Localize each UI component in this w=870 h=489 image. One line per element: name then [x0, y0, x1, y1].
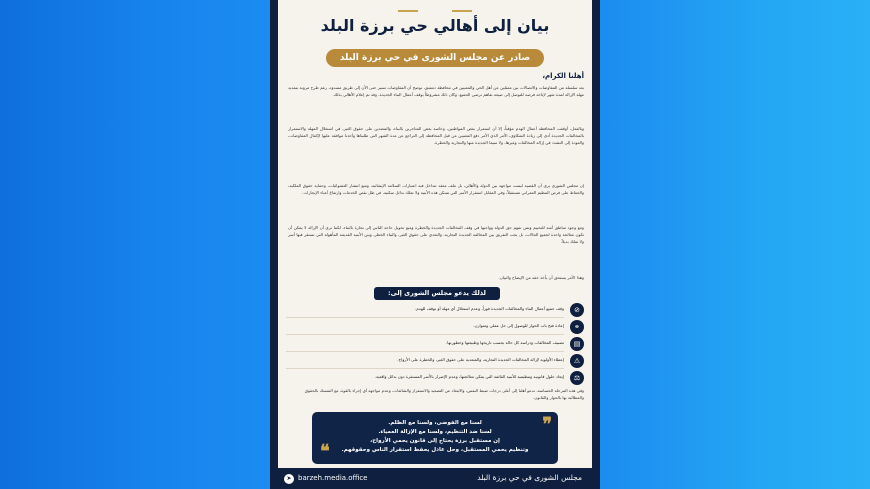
- background-right: [600, 0, 870, 489]
- point-item: [286, 337, 584, 352]
- quote-line: وتنظيم يحمي المستقبل، وحل عادل يحفظ استقرار الناس وحقوقهم.: [341, 447, 529, 453]
- paragraph-1: بعد سلسلة من المفاوضات والاتصالات بين ممثلين عن أهل الحي والمعنيين في محافظة دمشق، نوضح أن المفاوضات تسير حتى الآن إلى طريق مسدود، رغم طرح مرونة بتمديد مهلة الإزالة لمدة شهر لإتاحة فرصة للتوصل إلى صيغة تفاهم ترضي الجميع، وكان ذلك مشروطاً بوقف أعمال البناء الجديدة، وقد تم إعلام الأهالي بذلك.: [288, 85, 584, 98]
- statement-page: [278, 0, 592, 468]
- divider: [286, 351, 564, 352]
- quote-line: إن مستقبل برزة يحتاج إلى قانون يحمي الأرواح،: [370, 438, 500, 444]
- background-left: [0, 0, 270, 489]
- divider: [286, 368, 564, 369]
- call-banner: لذلك يدعو مجلس الشورى إلى:: [374, 287, 500, 300]
- statement-subtitle: صادر عن مجلس الشورى في حي برزة البلد: [326, 49, 544, 67]
- point-text: إعادة فتح باب الحوار للوصول إلى حل عملي ومتوازن.: [473, 323, 564, 328]
- point-text: إيجاد حلول قانونية وتنظيمية للأبنية القائمة التي يمكن معالجتها، وعدم الإضرار بالأسر المستقرة دون بدائل واقعية.: [374, 374, 564, 379]
- quote-line: لسنا مع الفوضى، ولسنا مع الظلم.: [388, 420, 482, 426]
- scales-icon: ⚖: [570, 371, 584, 385]
- paragraph-5: وهذا الأمر يستحق أن يأخذ حقه من الإيضاح والبيان.: [498, 275, 584, 280]
- point-item: [286, 371, 584, 386]
- point-item: [286, 354, 584, 369]
- handshake-icon: ⚭: [570, 320, 584, 334]
- point-item: [286, 320, 584, 335]
- council-name: مجلس الشورى في حي برزة البلد: [477, 473, 582, 482]
- point-text: وقف جميع أعمال البناء والمخالفات الجديدة فوراً، وعدم استغلال أي مهلة أو توقف للهدم.: [414, 306, 564, 311]
- clipboard-icon: ▤: [570, 337, 584, 351]
- point-item: [286, 303, 584, 318]
- footer-bar: [278, 470, 592, 489]
- paragraph-3: إن مجلس الشورى يرى أن القضية ليست مواجهة بين الدولة والأهالي، بل ملف معقد تتداخل فيه اعتبارات السلامة الإنشائية، ومنع انتشار العشوائيات، وحماية حقوق الملكية، والحفاظ على فرص التنظيم العمراني مستقبلاً، وفي المقابل استقرار الأسر التي تسكن هذه الأبنية ولا تملك بدائل سكنية، في ظل نقص الخدمات وارتفاع أعباء الإيجارات.: [288, 183, 584, 196]
- statement-title: بيان إلى أهالي حي برزة البلد: [320, 16, 550, 35]
- telegram-icon[interactable]: ➤: [284, 474, 294, 484]
- quote-box: [312, 412, 558, 464]
- header-ornament-right: [452, 10, 472, 12]
- warning-icon: ⚠: [570, 354, 584, 368]
- quote-open-icon: ❞: [542, 414, 552, 435]
- point-text: إعطاء الأولوية لإزالة المخالفات الجديدة التجارية، والمتعدية على حقوق الغير، والخطرة على الأرواح.: [397, 357, 564, 362]
- header-ornament-left: [398, 10, 418, 12]
- quote-line: لسنا ضد التنظيم، ولسنا مع الإزالة العمياء.: [378, 429, 492, 435]
- paragraph-4: ومع وجود مناطق أمنة للتخييم وتمن تفهم حق الدولة وواجبها في وقف المخالفات الجديدة والخطرة ومنع تحويل حاجة الناس إلى تجارة بالبناء، لكننا نرى أن الإزالة لا يمكن أن تكون معالجة واحدة لجميع الحالات، بل يجب التفريق بين المخالفة الجديدة التجارية، والتعدي على حقوق الغير، والبناء الخطر، وبين الأبنية القديمة المأهولة التي تستقر فيها أسر ولا تملك بديلاً.: [288, 225, 584, 245]
- divider: [286, 317, 564, 318]
- quote-close-icon: ❝: [320, 441, 330, 462]
- channel-handle[interactable]: barzeh.media.office: [298, 474, 368, 482]
- closing-paragraph: وفي هذه المرحلة الحساسة، ندعو أهلنا إلى أعلى درجات ضبط النفس، والابتعاد عن التصعيد والاستفزاز والشائعات، وعدم مواجهة أي إجراء بالقوة، مع التمسك بالحقوق والمطالبة بها بالحوار والقانون.: [304, 388, 584, 400]
- greeting: أهلنا الكرام،: [542, 72, 584, 80]
- divider: [286, 334, 564, 335]
- paragraph-2: وبالفعل، أوقفت المحافظة أعمال الهدم مؤقتاً، إلا أن استمرار بعض المواطنين، وخاصة بعض المتاجرين بالبناء، والمعتدين على حقوق الغير، في استغلال المهلة والاستمرار بالمخالفات الجديدة أدى إلى زيادة الشكاوى، الأمر الذي الأمر دفع المعنيين من قبل المحافظة إلى التراجع عن مدة الشهر التي طلبناها وأخذنا موافقة عليها لإكمال المفاوضات، والعودة إلى التشدد في إزالة المخالفات وغيرها، ولا سيما الجديدة منها والتجارية والخطرة.: [288, 126, 584, 146]
- point-text: تصنيف المخالفات ودراسة كل حالة بحسب تاريخها وطبيعتها وخطورتها.: [446, 340, 564, 345]
- ban-icon: ⊘: [570, 303, 584, 317]
